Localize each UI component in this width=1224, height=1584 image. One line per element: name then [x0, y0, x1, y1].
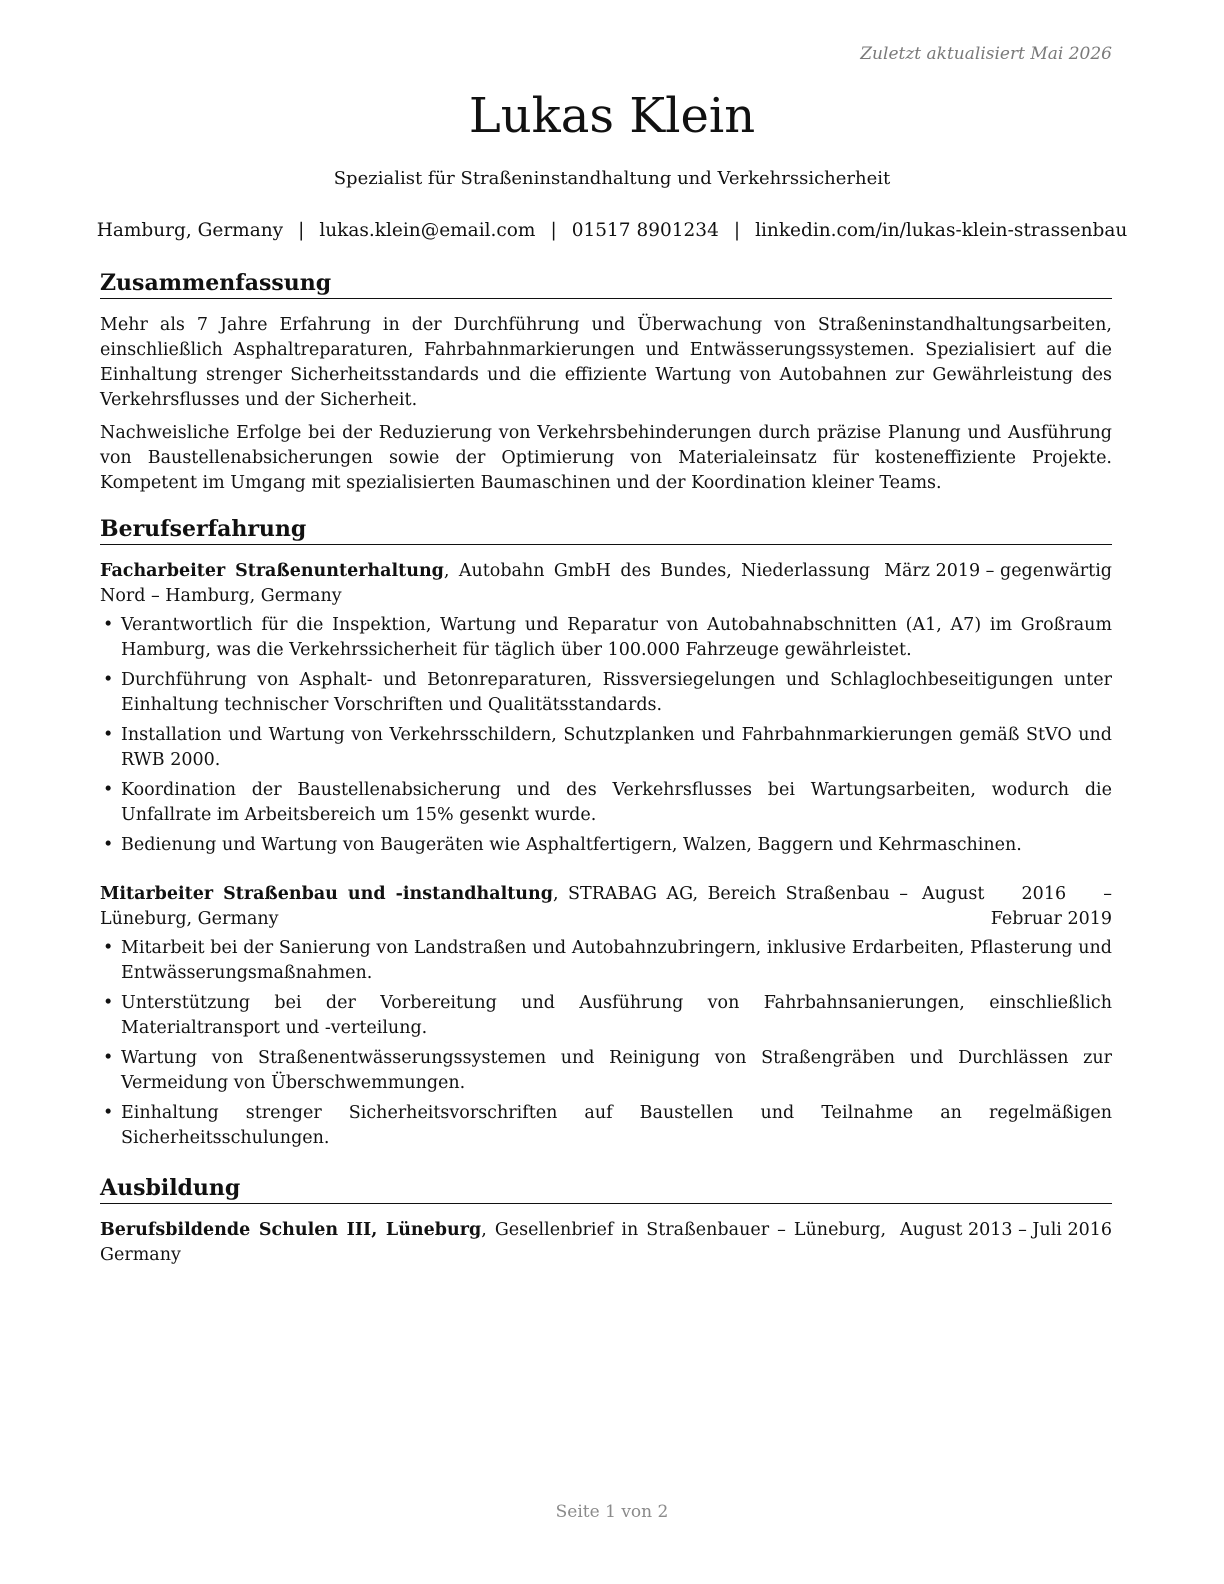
page-number: Seite 1 von 2	[555, 1502, 669, 1522]
section-title-education: Ausbildung	[100, 1175, 1112, 1204]
bullet-icon: •	[103, 615, 114, 635]
job-dates: März 2019 – gegenwärtig	[884, 561, 1112, 581]
education-school: Berufsbildende Schulen III, Lüneburg	[100, 1220, 482, 1240]
contact-separator: |	[298, 220, 305, 241]
contact-email[interactable]: lukas.klein@email.com	[319, 220, 536, 241]
education-dates: August 2013 – Juli 2016	[900, 1220, 1112, 1240]
job-header	[100, 882, 1112, 932]
list-item: • Durchführung von Asphalt- und Betonreparaturen, Rissversiegelungen und Schlaglochbeseitigungen unter Einhaltung technischer Vorschriften und Qualitätsstandards.	[103, 670, 1112, 715]
list-item: • Mitarbeit bei der Sanierung von Landstraßen und Autobahnzubringern, inklusive Erdarbeiten, Pflasterung und Entwässerungsmaßnahmen.	[103, 938, 1112, 983]
bullet-icon: •	[103, 780, 114, 800]
last-updated-note: Zuletzt aktualisiert Mai 2026	[860, 44, 1112, 64]
job-title-line	[100, 559, 870, 609]
bullet-icon: •	[103, 1048, 114, 1068]
bullet-icon: •	[103, 1103, 114, 1123]
resume-content	[100, 270, 1112, 1288]
contact-location: Hamburg, Germany	[96, 220, 284, 241]
job-entry	[100, 882, 1112, 1151]
job-entry	[100, 559, 1112, 858]
bullet-icon: •	[103, 670, 114, 690]
list-item: • Installation und Wartung von Verkehrsschildern, Schutzplanken und Fahrbahnmarkierungen gemäß StVO und RWB 2000.	[103, 725, 1112, 770]
education-entry	[100, 1218, 1112, 1268]
list-item: • Einhaltung strenger Sicherheitsvorschriften auf Baustellen und Teilnahme an regelmäßigen Sicherheitsschulungen.	[103, 1103, 1112, 1148]
job-role: Facharbeiter Straßenunterhaltung	[100, 561, 444, 581]
education-section	[100, 1175, 1112, 1268]
summary-paragraph: Mehr als 7 Jahre Erfahrung in der Durchführung und Überwachung von Straßeninstandhaltungsarbeiten, einschließlich Asphaltreparaturen, Fahrbahnmarkierungen und Entwässerungssystemen. Spezialisiert auf die Einhaltung strenger Sicherheitsstandards und die effiziente Wartung von Autobahnen zur Gewährleistung des Verkehrsflusses und der Sicherheit.	[100, 315, 1112, 410]
job-header	[100, 559, 1112, 609]
candidate-name: Lukas Klein	[468, 88, 756, 144]
contact-line	[0, 220, 1224, 241]
bullet-icon: •	[103, 938, 114, 958]
section-title-experience: Berufserfahrung	[100, 516, 1112, 545]
contact-separator: |	[733, 220, 741, 241]
experience-section	[100, 516, 1112, 1151]
job-bullets	[100, 936, 1112, 1151]
job-dates: August 2016 – Februar 2019	[922, 884, 1112, 929]
job-company: , STRABAG AG, Bereich Straßenbau – Lüneburg, Germany	[100, 884, 908, 929]
bullet-icon: •	[103, 725, 114, 745]
list-item: • Bedienung und Wartung von Baugeräten wie Asphaltfertigern, Walzen, Baggern und Kehrmaschinen.	[100, 833, 1112, 858]
candidate-headline: Spezialist für Straßeninstandhaltung und Verkehrssicherheit	[333, 168, 891, 189]
list-item: • Verantwortlich für die Inspektion, Wartung und Reparatur von Autobahnabschnitten (A1, A7) im Großraum Hamburg, was die Verkehrssicherheit für täglich über 100.000 Fahrzeuge gewährleistet.	[103, 615, 1112, 660]
list-item: • Wartung von Straßenentwässerungssystemen und Reinigung von Straßengräben und Durchlässen zur Vermeidung von Überschwemmungen.	[103, 1048, 1112, 1093]
contact-separator: |	[550, 220, 557, 241]
list-item: • Unterstützung bei der Vorbereitung und Ausführung von Fahrbahnsanierungen, einschließlich Materialtransport und -verteilung.	[103, 993, 1112, 1038]
summary-section	[100, 270, 1112, 496]
contact-linkedin[interactable]: linkedin.com/in/lukas-klein-strassenbau	[755, 220, 1128, 241]
education-line	[100, 1218, 886, 1268]
job-role: Mitarbeiter Straßenbau und -instandhaltung	[100, 884, 553, 904]
job-company: , Autobahn GmbH des Bundes, Niederlassung Nord – Hamburg, Germany	[100, 561, 871, 606]
job-bullets	[100, 613, 1112, 858]
job-title-line	[100, 882, 908, 932]
bullet-icon: •	[103, 993, 114, 1013]
list-item: • Koordination der Baustellenabsicherung und des Verkehrsflusses bei Wartungsarbeiten, wodurch die Unfallrate im Arbeitsbereich um 15% gesenkt wurde.	[103, 780, 1112, 825]
education-degree: , Gesellenbrief in Straßenbauer – Lüneburg, Germany	[100, 1220, 887, 1265]
contact-phone[interactable]: 01517 8901234	[571, 220, 719, 241]
section-title-summary: Zusammenfassung	[100, 270, 1112, 299]
bullet-icon: •	[103, 835, 114, 855]
summary-paragraph: Nachweisliche Erfolge bei der Reduzierung von Verkehrsbehinderungen durch präzise Planung und Ausführung von Baustellenabsicherungen sowie der Optimierung von Materialeinsatz für kosteneffiziente Projekte. Kompetent im Umgang mit spezialisierten Baumaschinen und der Koordination kleiner Teams.	[100, 423, 1112, 493]
